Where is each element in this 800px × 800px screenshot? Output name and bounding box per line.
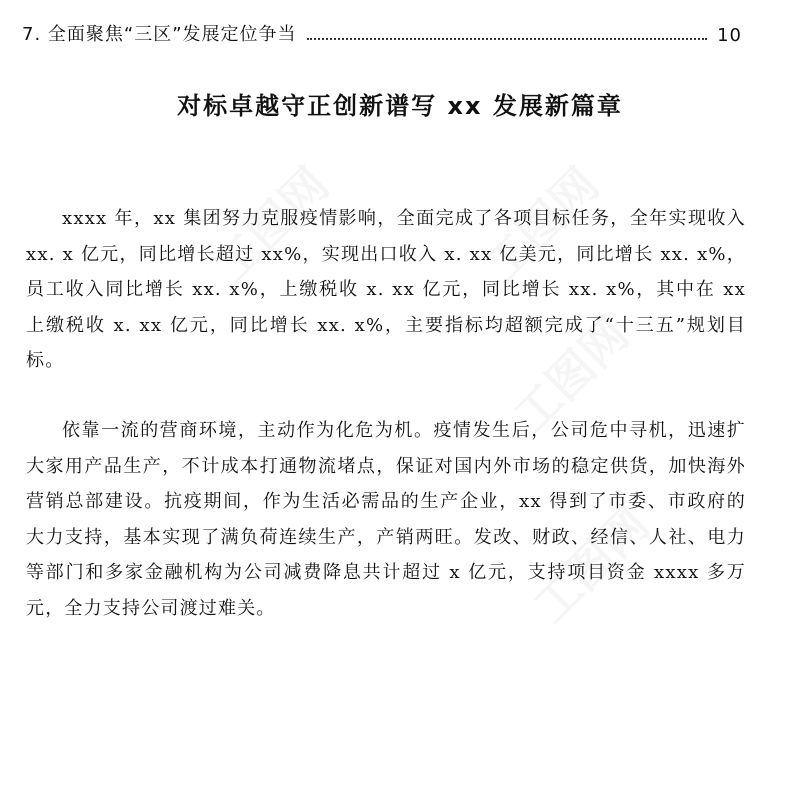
toc-entry-title: 7. 全面聚焦“三区”发展定位争当 <box>22 24 297 45</box>
watermark: 工图网 <box>523 497 660 634</box>
toc-entry[interactable] <box>22 18 742 46</box>
watermark: 工图网 <box>473 157 610 294</box>
toc-page-number: 10 <box>717 25 742 46</box>
toc-leader-dots <box>307 37 708 40</box>
watermark: 工图网 <box>203 157 340 294</box>
watermark: 工图网 <box>503 307 640 444</box>
body-paragraph: 依靠一流的营商环境，主动作为化危为机。疫情发生后，公司危中寻机，迅速扩大家用产品生产，不计成本打通物流堵点，保证对国内外市场的稳定供货，加快海外营销总部建设。抗疫期间，作为生活必需品的生产企业，xx 得到了市委、市政府的大力支持，基本实现了满负荷连续生产，产销两旺。发改、财政、经信、人社、电力等部门和多家金融机构为公司减费降息共计超过 x 亿元，支持项目资金 xxxx 多万元，全力支持公司渡过难关。 <box>26 420 746 619</box>
body-paragraph: xxxx 年，xx 集团努力克服疫情影响，全面完成了各项目标任务，全年实现收入 xx. x 亿元，同比增长超过 xx%，实现出口收入 x. xx 亿美元，同比增长 xx. x%，员工收入同比增长 xx. x%，上缴税收 x. xx 亿元，同比增长 xx. x%，其中在 xx 上缴税收 x. xx 亿元，同比增长 xx. x%，主要指标均超额完成了“十三五”规划目标。 <box>26 208 746 371</box>
document-title: 对标卓越守正创新谱写 xx 发展新篇章 <box>177 92 623 120</box>
